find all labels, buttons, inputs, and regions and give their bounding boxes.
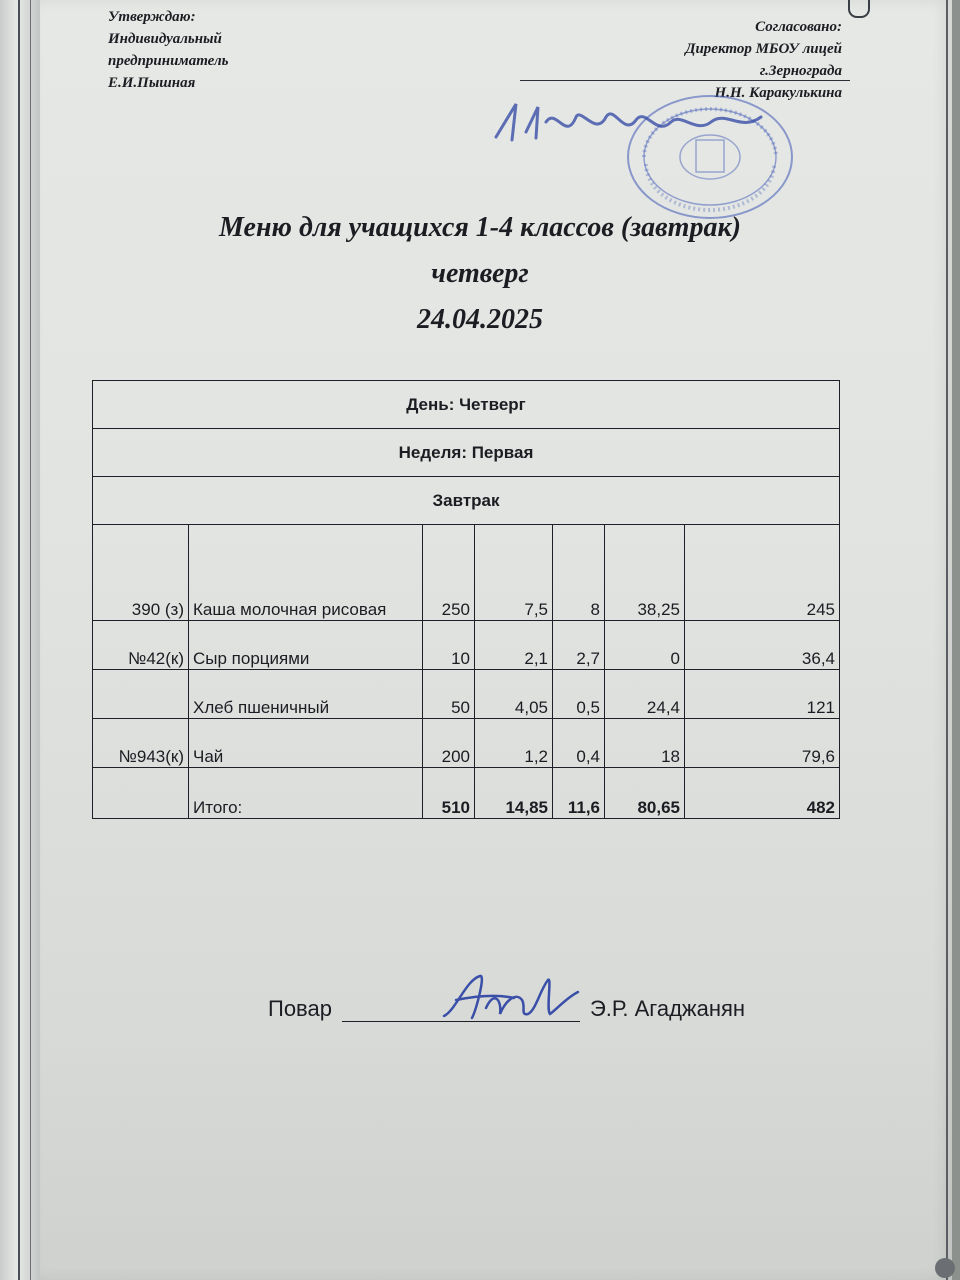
dish-code (93, 670, 189, 719)
cook-signature (436, 970, 586, 1026)
dish-name: Каша молочная рисовая (189, 525, 423, 621)
table-row (93, 670, 840, 719)
dish-code: 390 (з) (93, 525, 189, 621)
page-title: Меню для учащихся 1-4 классов (завтрак) (219, 212, 741, 243)
total-fat: 11,6 (553, 768, 605, 819)
dish-fat: 0,5 (553, 670, 605, 719)
approval-right-line2: Директор МБОУ лицей (685, 41, 842, 57)
total-carbs: 80,65 (605, 768, 685, 819)
total-kcal: 482 (685, 768, 840, 819)
dish-fat: 8 (553, 525, 605, 621)
total-weight: 510 (423, 768, 475, 819)
cook-role-label: Повар (268, 996, 332, 1021)
dish-carbs: 0 (605, 621, 685, 670)
table-header-meal (93, 477, 840, 525)
dish-carbs: 24,4 (605, 670, 685, 719)
approval-left-line2: Индивидуальный (108, 31, 222, 47)
page-edge (946, 0, 948, 1280)
approval-right-line3: г.Зернограда (759, 63, 842, 79)
approval-left-line4: Е.И.Пышная (108, 75, 196, 91)
dish-protein: 7,5 (475, 525, 553, 621)
dish-kcal: 79,6 (685, 719, 840, 768)
dish-fat: 0,4 (553, 719, 605, 768)
binder-ring (848, 0, 870, 18)
total-empty-cell (93, 768, 189, 819)
dish-weight: 50 (423, 670, 475, 719)
dish-kcal: 245 (685, 525, 840, 621)
table-header-week (93, 429, 840, 477)
approval-left-line3: предприниматель (108, 53, 229, 69)
approval-left-line1: Утверждаю: (108, 9, 196, 25)
dish-fat: 2,7 (553, 621, 605, 670)
table-total-row (93, 768, 840, 819)
dish-weight: 200 (423, 719, 475, 768)
dish-weight: 10 (423, 621, 475, 670)
total-label: Итого: (189, 768, 423, 819)
dish-kcal: 121 (685, 670, 840, 719)
approval-right-line1: Согласовано: (755, 19, 842, 35)
total-protein: 14,85 (475, 768, 553, 819)
header-week-cell: Неделя: Первая (93, 429, 840, 477)
table-row (93, 621, 840, 670)
page-subtitle-day: четверг (431, 258, 529, 289)
dish-name: Чай (189, 719, 423, 768)
dish-weight: 250 (423, 525, 475, 621)
cook-name: Э.Р. Агаджанян (589, 996, 746, 1021)
dish-protein: 4,05 (475, 670, 553, 719)
table-row (93, 719, 840, 768)
menu-table (92, 380, 840, 819)
dish-kcal: 36,4 (685, 621, 840, 670)
dish-protein: 2,1 (475, 621, 553, 670)
dish-protein: 1,2 (475, 719, 553, 768)
table-row (93, 525, 840, 621)
header-meal-cell: Завтрак (93, 477, 840, 525)
dish-name: Сыр порциями (189, 621, 423, 670)
dish-carbs: 38,25 (605, 525, 685, 621)
binder-ring-bottom (935, 1258, 955, 1278)
approval-block-right (685, 16, 842, 104)
dish-carbs: 18 (605, 719, 685, 768)
page-subtitle-date: 24.04.2025 (417, 304, 543, 335)
dish-code: №42(к) (93, 621, 189, 670)
approval-block-left (108, 6, 229, 94)
director-signature (486, 92, 776, 152)
binder-strip (0, 0, 42, 1280)
dish-code: №943(к) (93, 719, 189, 768)
header-day-cell: День: Четверг (93, 381, 840, 429)
approval-right-line4: Н.Н. Каракулькина (714, 85, 842, 101)
table-header-day (93, 381, 840, 429)
dish-name: Хлеб пшеничный (189, 670, 423, 719)
